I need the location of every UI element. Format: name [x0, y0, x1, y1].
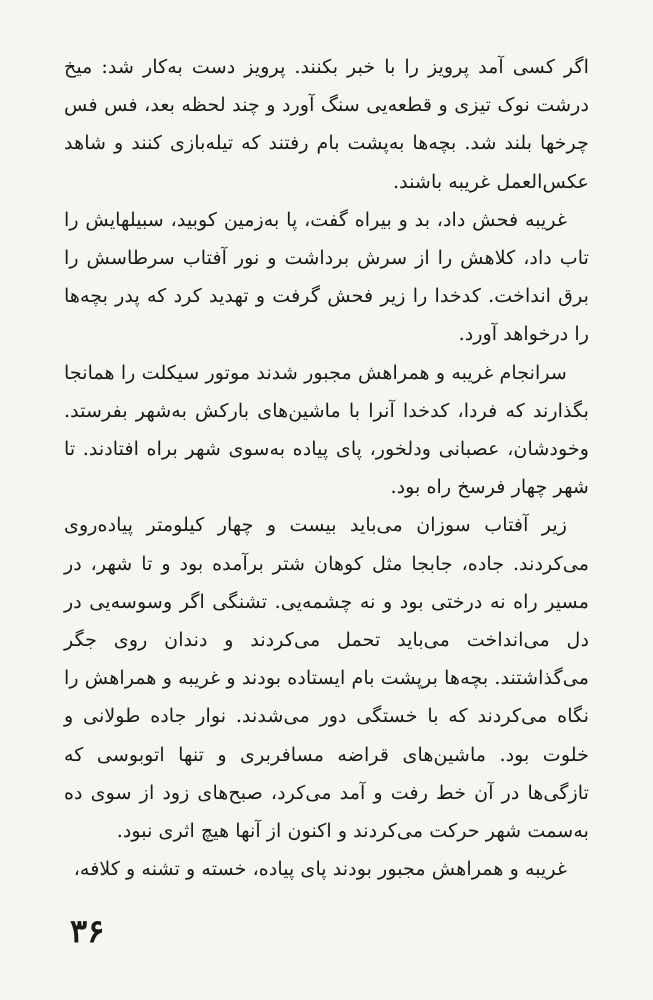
paragraph: زیر آفتاب سوزان می‌باید بیست و چهار کیلومتر پیاده‌روی می‌کردند. جاده، جابجا مثل کوهان شتر برآمده بود و تا شهر، در مسیر راه نه درختی بود و نه چشمه‌یی. تشنگی اگر وسوسه‌یی در دل می‌انداخت می‌باید تحمل می‌کردند و دندان روی جگر می‌گذاشتند. بچه‌ها برپشت بام ایستاده بودند و غریبه و همراهش را نگاه می‌کردند که با خستگی دور می‌شدند. نوار جاده طولانی و خلوت بود. ماشین‌های قراضه مسافربری و تنها اتوبوسی که تازگی‌ها در آن خط رفت و آمد می‌کرد، صبح‌های زود از سوی ده به‌سمت شهر حرکت می‌کردند و اکنون از آنها هیچ اثری نبود.: [64, 513, 589, 843]
paragraph: اگر کسی آمد پرویز را با خبر بکنند. پرویز دست به‌کار شد: میخ درشت نوک تیزی و قطعه‌یی سنگ آورد و چند لحظه بعد، فس فس چرخها بلند شد. بچه‌ها به‌پشت بام رفتند که تیله‌بازی کنند و شاهد عکس‌العمل غریبه باشند.: [64, 55, 589, 193]
paragraph: غریبه فحش داد، بد و بیراه گفت، پا به‌زمین کوبید، سبیلهایش را تاب داد، کلاهش را از سرش برداشت و نور آفتاب سرطاسش را برق انداخت. کدخدا را زیر فحش گرفت و تهدید کرد که پدر بچه‌ها را درخواهد آورد.: [64, 207, 589, 346]
body-text: [64, 48, 589, 888]
page-number: ۳۶: [70, 912, 105, 950]
paragraph: غریبه و همراهش مجبور بودند پای پیاده، خسته و تشنه و کلافه،: [73, 857, 567, 881]
paragraph: سرانجام غریبه و همراهش مجبور شدند موتور سیکلت را همانجا بگذارند که فردا، کدخدا آنرا با ماشین‌های بارکش به‌شهر بفرستد. وخودشان، عصبانی ودلخور، پای پیاده به‌سوی شهر براه افتادند. تا شهر چهار فرسخ راه بود.: [64, 360, 589, 499]
